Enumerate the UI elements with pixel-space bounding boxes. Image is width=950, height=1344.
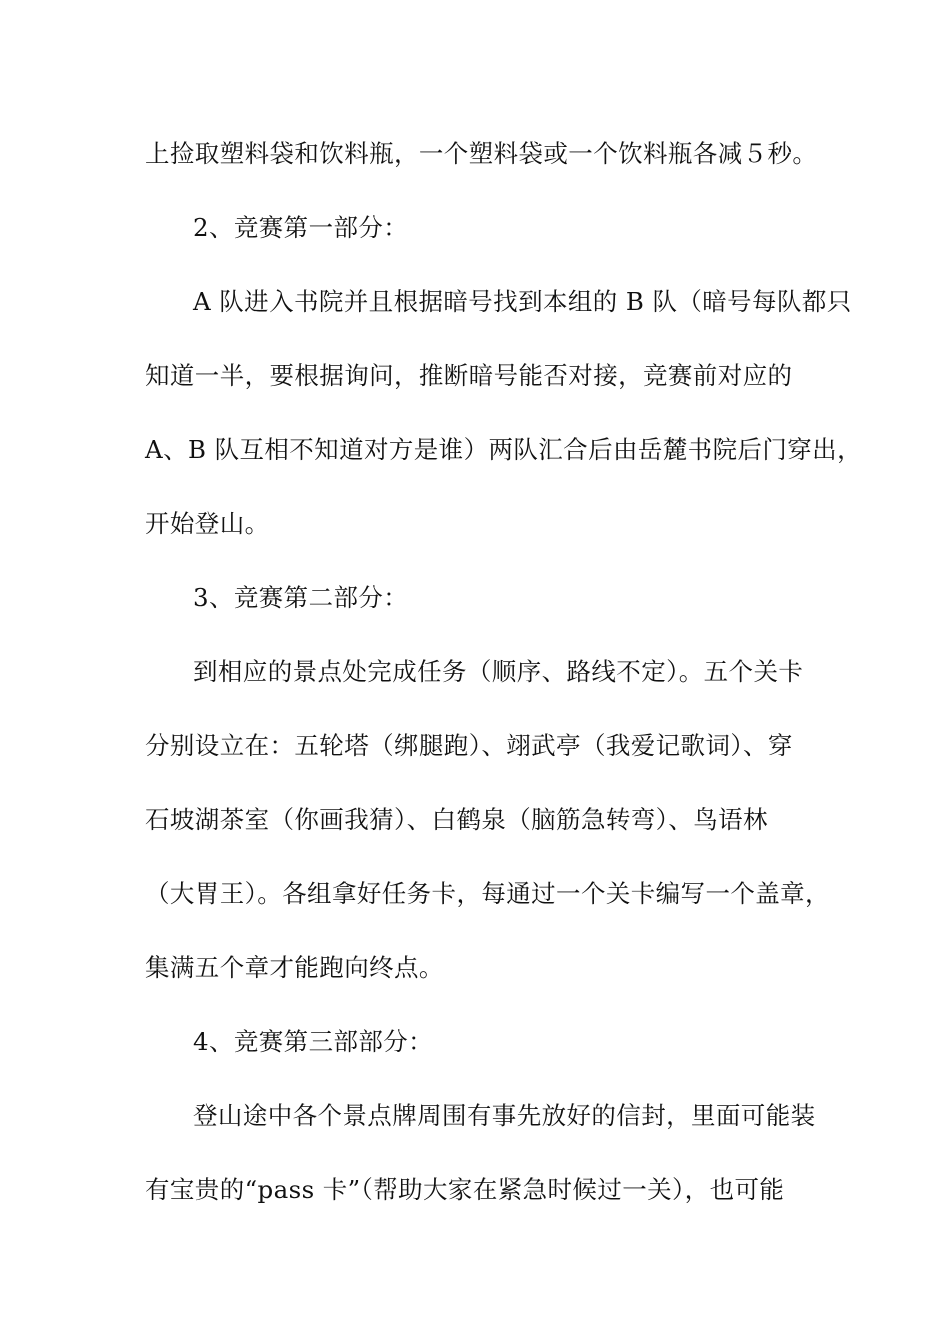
text-line: 知道一半，要根据询问，推断暗号能否对接，竞赛前对应的 [145,361,793,390]
section-heading: 2、竞赛第一部分： [193,213,409,242]
text-line: 分别设立在：五轮塔（绑腿跑）、翊武亭（我爱记歌词）、穿 [145,731,793,760]
text-line: （大胃王）。各组拿好任务卡，每通过一个关卡编写一个盖章， [145,879,830,908]
text-line: A 队进入书院并且根据暗号找到本组的 B 队（暗号每队都只 [193,287,852,316]
text-line: 集满五个章才能跑向终点。 [145,953,444,982]
section-heading: 4、竞赛第三部部分： [193,1027,434,1056]
section-heading: 3、竞赛第二部分： [193,583,409,612]
text-line: A、B 队互相不知道对方是谁）两队汇合后由岳麓书院后门穿出， [145,435,862,464]
text-line: 上捡取塑料袋和饮料瓶，一个塑料袋或一个饮料瓶各减５秒。 [145,139,818,168]
text-line: 有宝贵的“pass 卡”（帮助大家在紧急时候过一关），也可能 [145,1175,785,1204]
text-line: 开始登山。 [145,509,270,538]
text-line: 石坡湖茶室（你画我猜）、白鹤泉（脑筋急转弯）、鸟语林 [145,805,768,834]
text-line: 登山途中各个景点牌周围有事先放好的信封，里面可能装 [193,1101,816,1130]
text-line: 到相应的景点处完成任务（顺序、路线不定）。五个关卡 [193,657,804,686]
